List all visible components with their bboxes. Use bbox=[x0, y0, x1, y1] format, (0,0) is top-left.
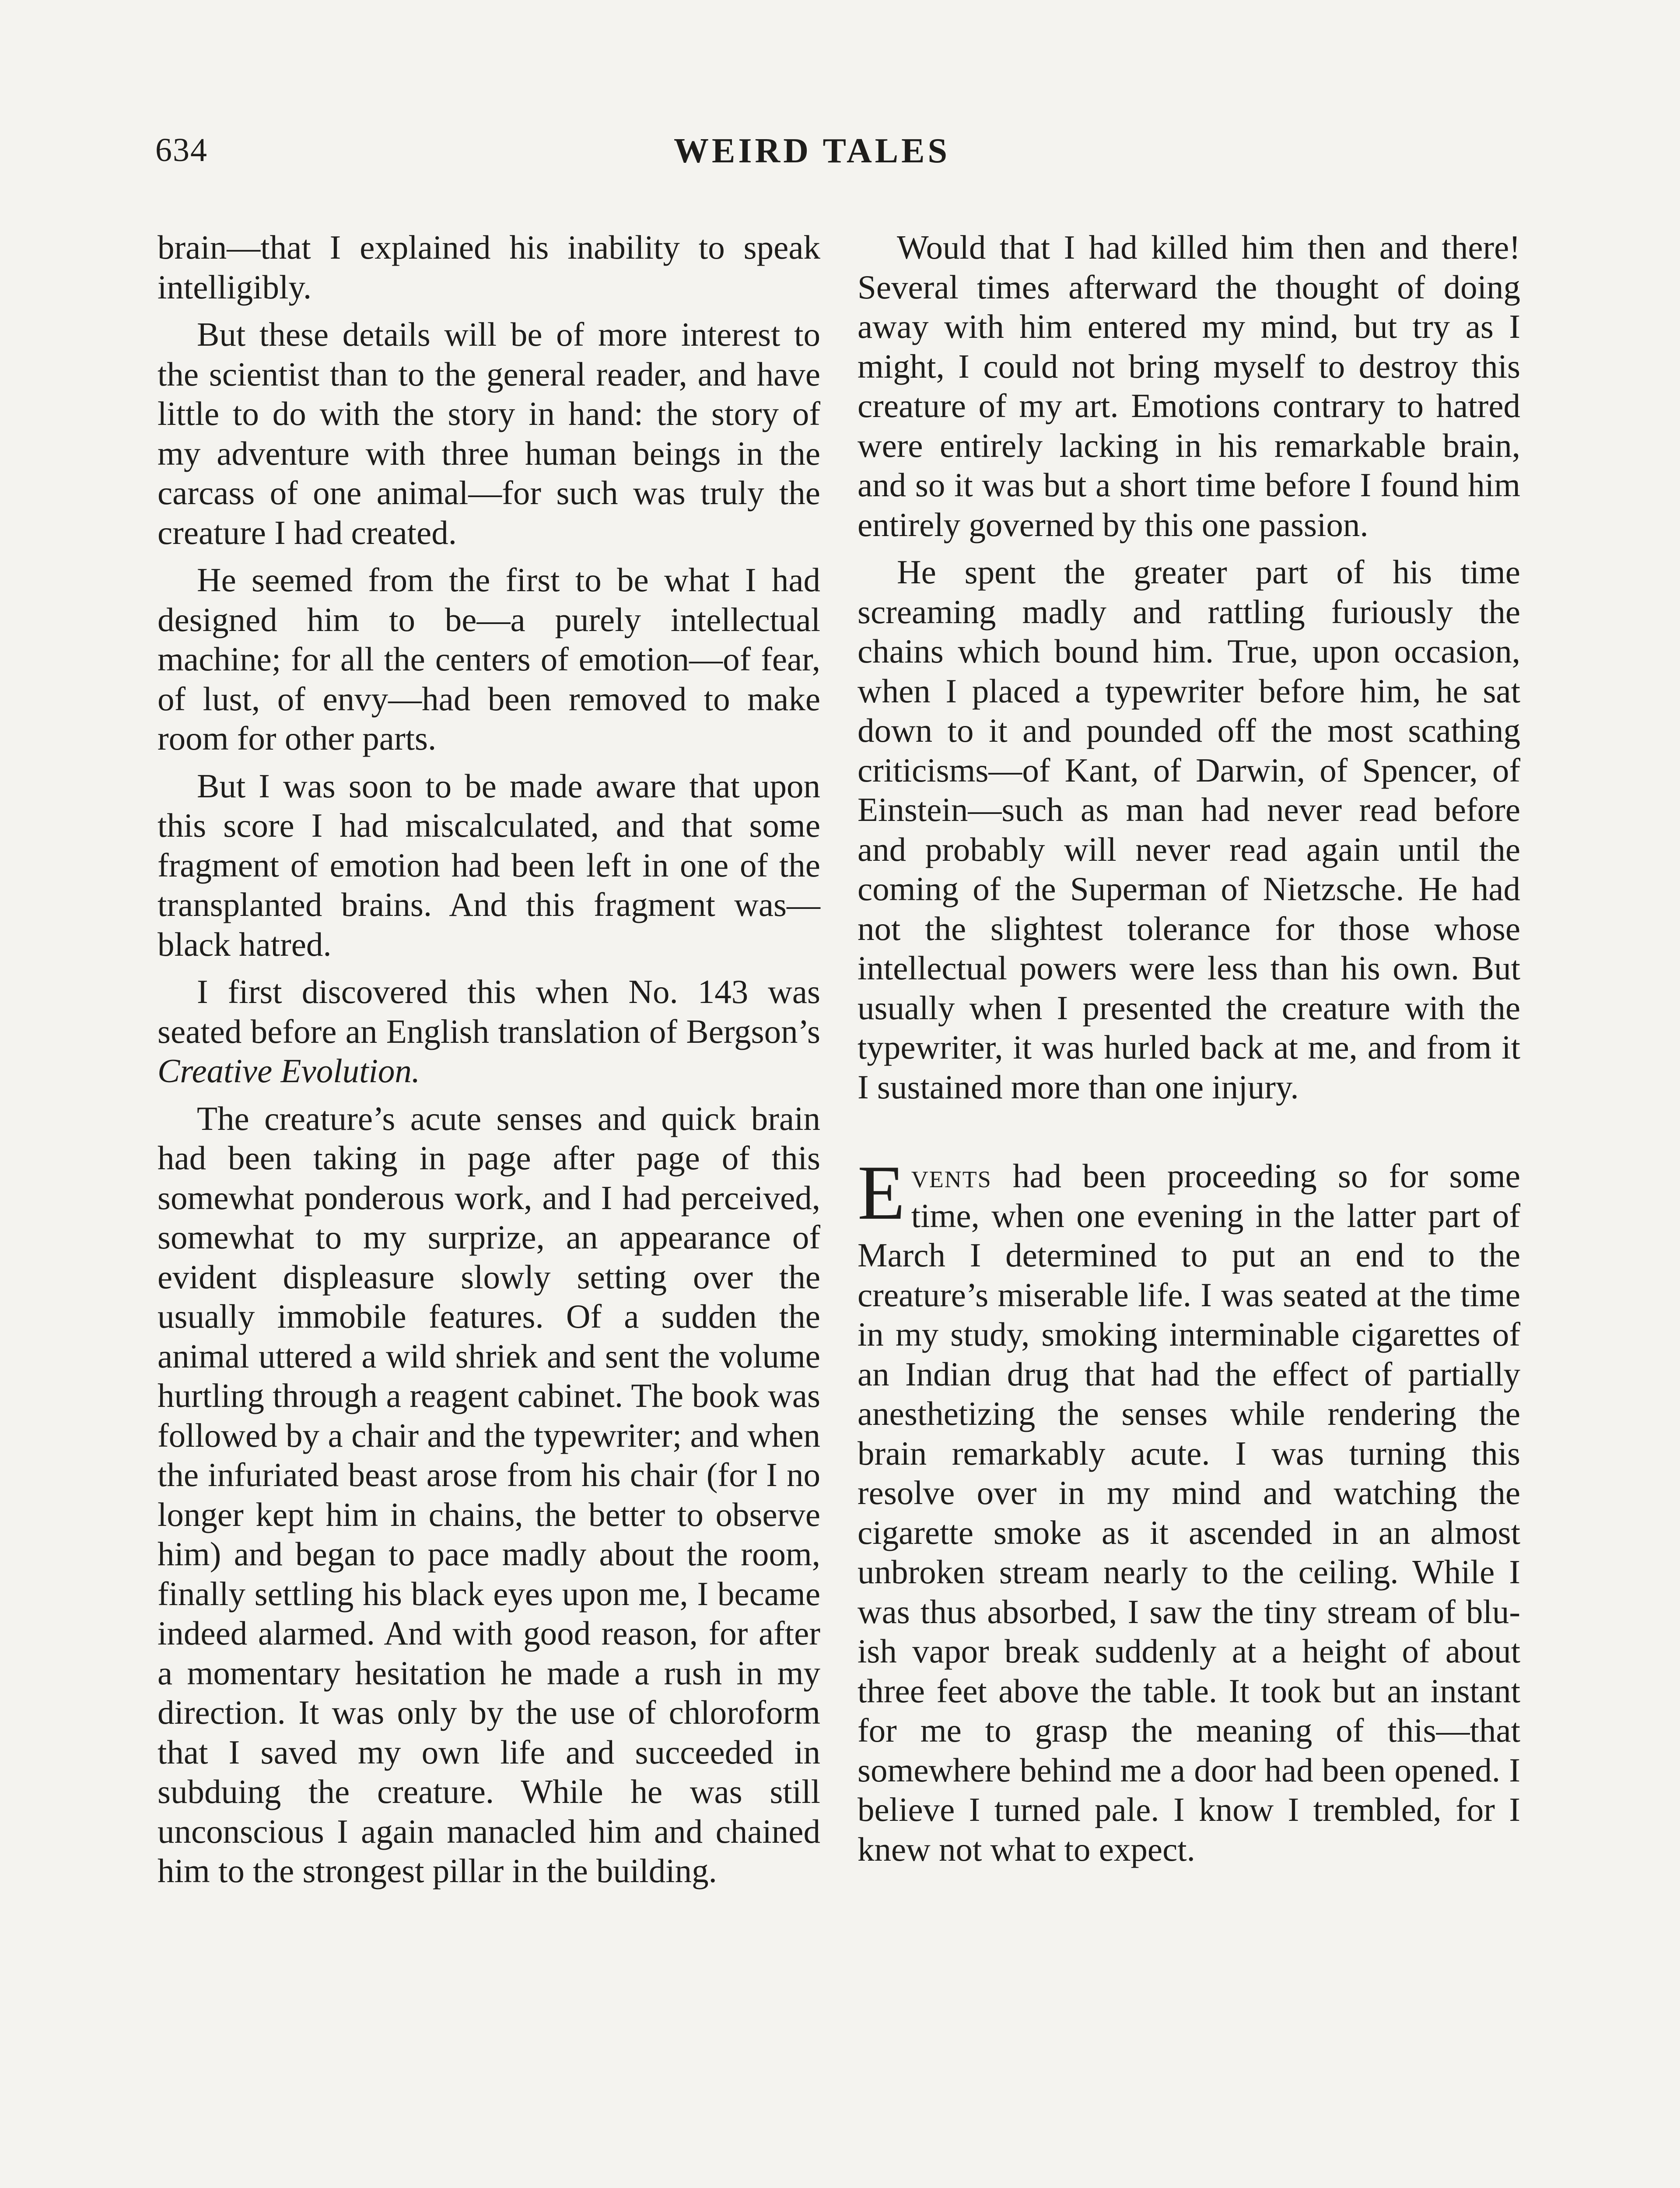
paragraph: brain—that I explained his inability to speak intelligibly. bbox=[158, 228, 820, 306]
right-column bbox=[858, 228, 1520, 1877]
running-title: WEIRD TALES bbox=[674, 132, 950, 170]
page-header bbox=[155, 131, 1525, 184]
drop-cap: E bbox=[858, 1149, 905, 1236]
paragraph: But I was soon to be made aware that upon this score I had miscalculated, and that some fragment of emotion had been left in one of the transplanted brains. And this fragment was—black hatred. bbox=[158, 767, 820, 963]
book-title: Creative Evolution. bbox=[158, 1052, 420, 1090]
paragraph bbox=[158, 972, 820, 1091]
paragraph: He spent the greater part of his time screaming madly and rattling furiously the chains which bound him. True, upon occasion, when I placed a typewriter before him, he sat down to it and pounded off the most scathing criticisms—of Kant, of Darwin, of Spencer, of Einstein—such as man had never read before and probably will never read again until the coming of the Superman of Nietzsche. He had not the slightest tolerance for those whose intellectual powers were less than his own. But usually when I presented the creature with the typewriter, it was hurled back at me, and from it I sustained more than one injury. bbox=[858, 553, 1520, 1106]
paragraph: He seemed from the first to be what I had designed him to be—a purely intellectual machine; for all the centers of emotion—of fear, of lust, of envy—had been removed to make room for other parts. bbox=[158, 561, 820, 757]
page-number: 634 bbox=[155, 132, 208, 168]
small-caps-lead: vents bbox=[911, 1157, 992, 1195]
paragraph: The creature’s acute senses and quick brain had been taking in page after page of this somewhat ponderous work, and I had perceived, somewhat to my surprize, an appearance of evident displeasure slowly setting over the usually immobile features. Of a sudden the animal uttered a wild shriek and sent the volume hurtling through a reagent cabinet. The book was followed by a chair and the typewriter; and when the infuriated beast arose from his chair (for I no longer kept him in chains, the better to observe him) and began to pace madly about the room, finally settling his black eyes upon me, I became indeed alarmed. And with good reason, for after a momentary hesitation he made a rush in my direction. It was only by the use of chloroform that I saved my own life and succeeded in subduing the creature. While he was still unconscious I again manacled him and chained him to the strongest pillar in the building. bbox=[158, 1099, 820, 1890]
left-column bbox=[158, 228, 820, 1899]
paragraph-section-start bbox=[858, 1149, 1520, 1869]
paragraph-text: had been proceeding so for some time, when one evening in the latter part of March I determined to put an end to the creature’s miserable life. I was seated at the time in my study, smoking interminable cigarettes of an Indian drug that had the effect of partially anesthetizing the senses while rendering the brain remarkably acute. I was turning this resolve over in my mind and watching the cigarette smoke as it ascended in an almost unbroken stream nearly to the ceiling. While I was thus absorbed, I saw the tiny stream of bluish vapor break suddenly at a height of about three feet above the table. It took but an instant for me to grasp the meaning of this—that somewhere behind me a door had been opened. I believe I turned pale. I know I trembled, for I knew not what to expect. bbox=[858, 1157, 1520, 1868]
paragraph: But these details will be of more interest to the scientist than to the general reader, and have little to do with the story in hand: the story of my adventure with three human beings in the carcass of one animal—for such was truly the creature I had created. bbox=[158, 316, 820, 551]
section-break bbox=[858, 1115, 1520, 1156]
paragraph: Would that I had killed him then and there! Several times afterward the thought of doing away with him entered my mind, but try as I might, I could not bring myself to destroy this creature of my art. Emotions contrary to hatred were entirely lacking in his remarkable brain, and so it was but a short time before I found him entirely governed by this one passion. bbox=[858, 228, 1520, 543]
paragraph-text: I first discovered this when No. 143 was seated before an English translation of Bergson’s bbox=[158, 973, 820, 1050]
